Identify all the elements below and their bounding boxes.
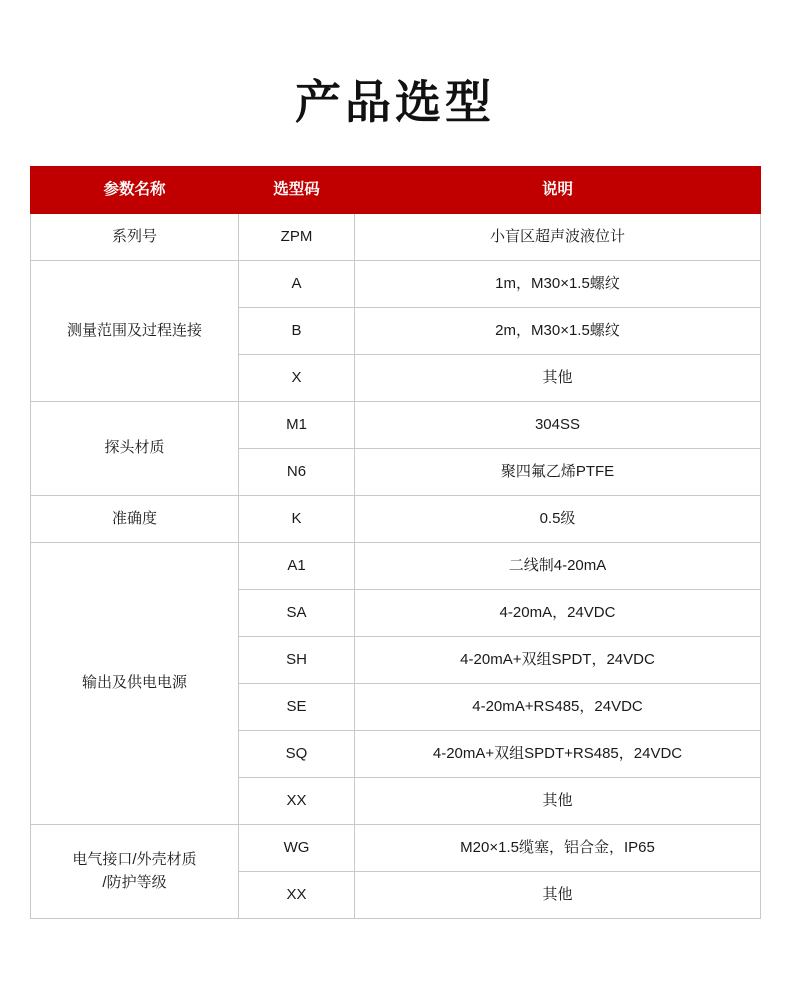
cell-param (31, 261, 239, 402)
cell-code: SA (239, 590, 355, 637)
product-selection-page (0, 31, 790, 981)
table-row (31, 402, 761, 449)
column-header-param: 参数名称 (31, 167, 239, 214)
cell-param (31, 214, 239, 261)
cell-param (31, 496, 239, 543)
table-row (31, 825, 761, 872)
cell-desc: 0.5级 (355, 496, 761, 543)
table-row (31, 543, 761, 590)
table-header-row (31, 167, 761, 214)
cell-desc: 304SS (355, 402, 761, 449)
cell-code: SH (239, 637, 355, 684)
cell-code: XX (239, 872, 355, 919)
table-header (31, 167, 761, 214)
cell-desc: 其他 (355, 872, 761, 919)
cell-desc: 4-20mA+RS485，24VDC (355, 684, 761, 731)
table-row (31, 214, 761, 261)
param-line: 电气接口/外壳材质 (72, 851, 197, 868)
cell-desc: 4-20mA，24VDC (355, 590, 761, 637)
param-line: 准确度 (111, 509, 157, 527)
cell-desc: 4-20mA+双组SPDT+RS485，24VDC (355, 731, 761, 778)
cell-param (31, 825, 239, 919)
cell-code: A1 (239, 543, 355, 590)
param-line: 输出及供电电源 (81, 674, 187, 692)
cell-desc: 聚四氟乙烯PTFE (355, 449, 761, 496)
param-line: /防护等级 (102, 873, 167, 891)
cell-code: XX (239, 778, 355, 825)
cell-desc: 二线制4-20mA (355, 543, 761, 590)
table-row (31, 261, 761, 308)
cell-code: ZPM (239, 214, 355, 261)
cell-code: A (239, 261, 355, 308)
cell-code: SE (239, 684, 355, 731)
param-line: 系列号 (111, 227, 157, 245)
cell-desc: 1m，M30×1.5螺纹 (355, 261, 761, 308)
selection-table-container (30, 166, 760, 919)
table-row (31, 496, 761, 543)
cell-code: WG (239, 825, 355, 872)
cell-desc: 小盲区超声波液位计 (355, 214, 761, 261)
column-header-code: 选型码 (239, 167, 355, 214)
cell-code: X (239, 355, 355, 402)
cell-param (31, 402, 239, 496)
cell-desc: M20×1.5缆塞，铝合金，IP65 (355, 825, 761, 872)
cell-code: B (239, 308, 355, 355)
param-line: 测量范围及过程连接 (66, 321, 202, 339)
cell-code: N6 (239, 449, 355, 496)
column-header-desc: 说明 (355, 167, 761, 214)
page-title: 产品选型 (295, 74, 495, 129)
cell-param (31, 543, 239, 825)
cell-desc: 2m，M30×1.5螺纹 (355, 308, 761, 355)
cell-code: K (239, 496, 355, 543)
cell-desc: 其他 (355, 778, 761, 825)
selection-table (30, 166, 761, 919)
table-body (31, 214, 761, 919)
cell-code: SQ (239, 731, 355, 778)
param-line: 探头材质 (104, 439, 165, 457)
cell-code: M1 (239, 402, 355, 449)
cell-desc: 4-20mA+双组SPDT，24VDC (355, 637, 761, 684)
cell-desc: 其他 (355, 355, 761, 402)
